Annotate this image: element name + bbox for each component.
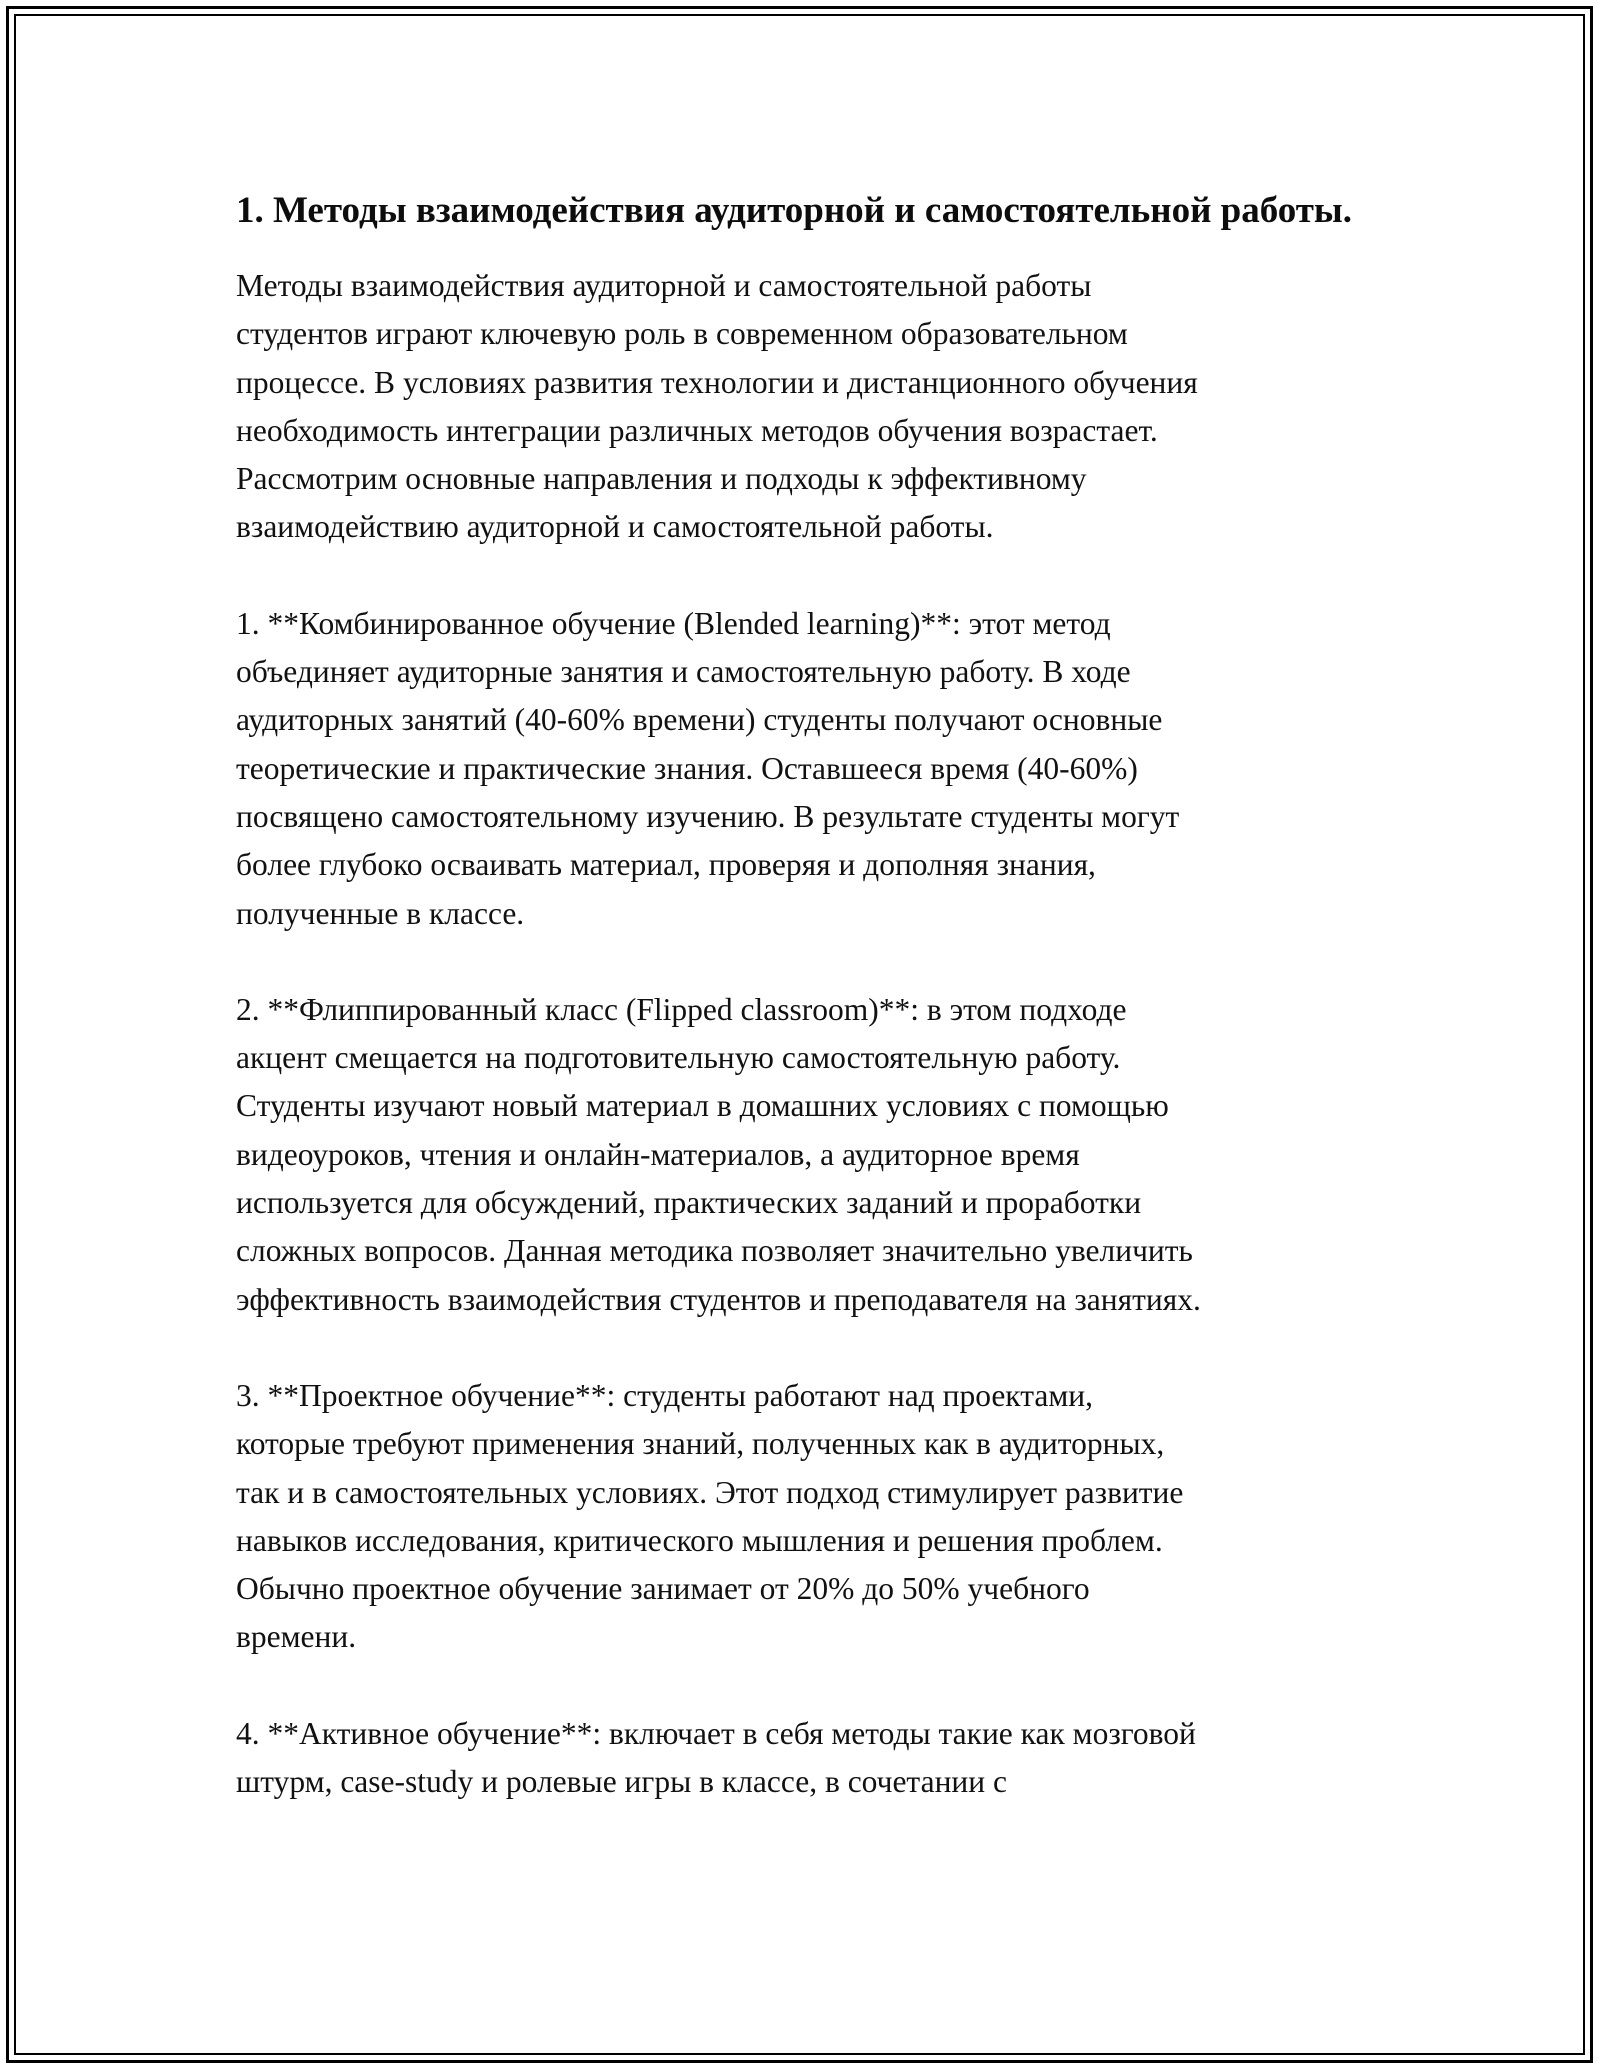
text-line: Студенты изучают новый материал в домашних условиях с помощью: [236, 1088, 1169, 1124]
text-line: необходимость интеграции различных методов обучения возрастает.: [236, 412, 1158, 448]
text-line: 3. **Проектное обучение**: студенты работают над проектами,: [236, 1377, 1093, 1413]
text-line: 4. **Активное обучение**: включает в себя методы такие как мозговой: [236, 1715, 1196, 1751]
text-line: взаимодействию аудиторной и самостоятельной работы.: [236, 509, 994, 545]
text-line: 1. **Комбинированное обучение (Blended learning)**: этот метод: [236, 605, 1111, 641]
text-line: эффективность взаимодействия студентов и преподавателя на занятиях.: [236, 1281, 1201, 1317]
text-line: полученные в классе.: [236, 895, 525, 931]
section-heading: 1. Методы взаимодействия аудиторной и самостоятельной работы.: [236, 190, 1353, 231]
text-line: так и в самостоятельных условиях. Этот подход стимулирует развитие: [236, 1474, 1184, 1510]
text-line: которые требуют применения знаний, полученных как в аудиторных,: [236, 1426, 1165, 1462]
text-line: аудиторных занятий (40-60% времени) студенты получают основные: [236, 702, 1163, 738]
text-line: посвящено самостоятельному изучению. В результате студенты могут: [236, 798, 1180, 834]
list-item-flipped-classroom: [236, 986, 1376, 1324]
list-item-active-learning: [236, 1710, 1376, 1807]
list-item-project-learning: [236, 1372, 1376, 1662]
list-item-blended-learning: [236, 600, 1376, 938]
text-line: используется для обсуждений, практических заданий и проработки: [236, 1185, 1142, 1221]
text-line: Методы взаимодействия аудиторной и самостоятельной работы: [236, 268, 1092, 303]
text-line: студентов играют ключевую роль в современном образовательном: [236, 316, 1128, 352]
text-line: сложных вопросов. Данная методика позволяет значительно увеличить: [236, 1233, 1193, 1269]
text-line: Рассмотрим основные направления и подходы к эффективному: [236, 461, 1087, 497]
text-line: видеоуроков, чтения и онлайн-материалов, а аудиторное время: [236, 1136, 1080, 1172]
text-line: процессе. В условиях развития технологии и дистанционного обучения: [236, 364, 1198, 400]
document-body: [236, 182, 1376, 1806]
text-line: более глубоко осваивать материал, проверяя и дополняя знания,: [236, 847, 1096, 883]
text-line: штурм, case-study и ролевые игры в классе, в сочетании с: [236, 1764, 1007, 1800]
text-line: объединяет аудиторные занятия и самостоятельную работу. В ходе: [236, 654, 1131, 690]
text-line: теоретические и практические знания. Оставшееся время (40-60%): [236, 750, 1138, 786]
intro-paragraph: [236, 262, 1376, 552]
text-line: времени.: [236, 1619, 357, 1655]
text-line: 2. **Флиппированный класс (Flipped classroom)**: в этом подходе: [236, 991, 1127, 1027]
text-line: Обычно проектное обучение занимает от 20% до 50% учебного: [236, 1571, 1090, 1607]
text-line: навыков исследования, критического мышления и решения проблем.: [236, 1522, 1163, 1558]
text-line: акцент смещается на подготовительную самостоятельную работу.: [236, 1040, 1121, 1076]
